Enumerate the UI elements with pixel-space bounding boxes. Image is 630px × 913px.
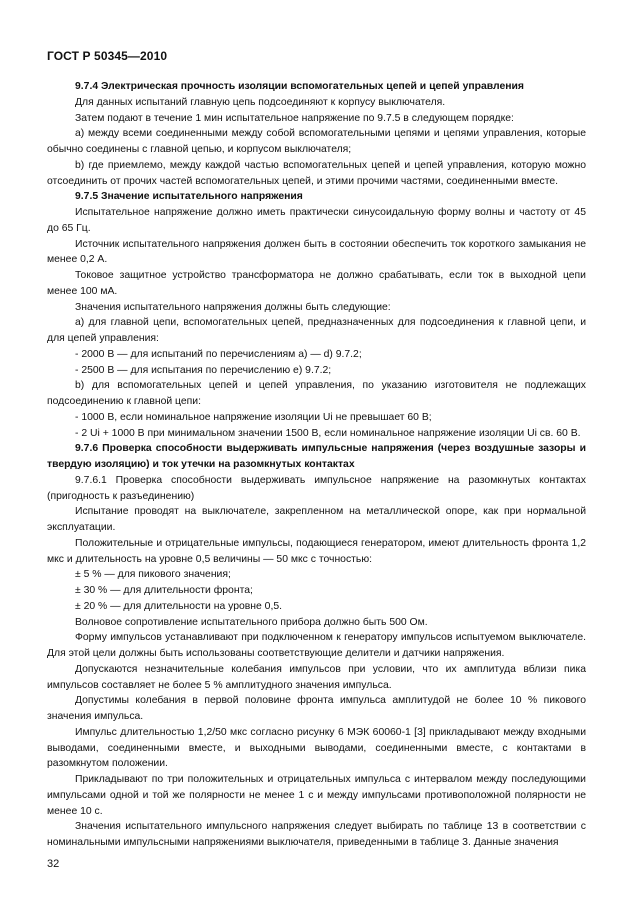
paragraph: Положительные и отрицательные импульсы, подающиеся генератором, имеют длительность фронта 1,2 мкс и длительность на уровне 0,5 величины — 50 мкс с точностью: xyxy=(47,537,586,565)
paragraph: Значения испытательного напряжения должны быть следующие: xyxy=(75,301,391,313)
paragraph: Испытательное напряжение должно иметь практически синусоидальную форму волны и частоту от 45 до 65 Гц. xyxy=(47,207,586,234)
paragraph: Форму импульсов устанавливают при подключенном к генератору импульсов испытуемом выключателе. Для этой цели должны быть использованы соответствующие делители и датчики напряжения. xyxy=(47,632,586,659)
paragraph: Источник испытательного напряжения должен быть в состоянии обеспечить ток короткого замыкания не менее 0,2 А. xyxy=(47,238,586,266)
list-item: b) для вспомогательных цепей и цепей управления, по указанию изготовителя не подлежащих подсоединению к главной цепи: xyxy=(47,380,586,407)
list-item: - 2500 В — для испытания по перечислению е) 9.7.2; xyxy=(75,364,332,376)
list-item: - 2 Ui + 1000 В при минимальном значении 1500 В, если номинальное напряжение изоляции Ui св. 60 В. xyxy=(75,427,581,439)
page-number: 32 xyxy=(47,858,60,870)
list-item: b) где приемлемо, между каждой частью вспомогательных цепей и цепей управления, которую можно отсоединить от прочих частей вспомогательных цепей, и этими прочими частями, соединенными вместе. xyxy=(47,159,586,187)
paragraph: Импульс длительностью 1,2/50 мкс согласно рисунку 6 МЭК 60060-1 [3] прикладывают между входными выводами, соединенными вместе, и выходными выводами, соединенными вместе, с контактами в разомкнутом положении. xyxy=(47,726,586,770)
paragraph: Значения испытательного импульсного напряжения следует выбирать по таблице 13 в соответствии с номинальными импульсными напряжениями выключателя, приведенными в таблице 3. Данные значения xyxy=(47,821,586,848)
section-heading-9-7-6: 9.7.6 Проверка способности выдерживать импульсные напряжения (через воздушные зазоры и твердую изоляцию) и ток утечки на разомкнутых контактах xyxy=(47,443,586,470)
paragraph: Прикладывают по три положительных и отрицательных импульса с интервалом между последующими импульсами одной и той же полярности не менее 1 с и между импульсами противоположной полярности не менее 10 с. xyxy=(47,774,586,817)
paragraph: Допустимы колебания в первой половине фронта импульса амплитудой не более 10 % пикового значения импульса. xyxy=(47,695,586,722)
list-item: ± 5 % — для пикового значения; xyxy=(75,569,231,581)
document-header: ГОСТ Р 50345—2010 xyxy=(47,49,168,63)
paragraph: Затем подают в течение 1 мин испытательное напряжение по 9.7.5 в следующем порядке: xyxy=(75,112,514,124)
list-item: а) для главной цепи, вспомогательных цепей, предназначенных для подсоединения к главной цепи, и для цепей управления: xyxy=(47,317,586,344)
list-item: ± 30 % — для длительности фронта; xyxy=(75,585,253,596)
paragraph: Волновое сопротивление испытательного прибора должно быть 500 Ом. xyxy=(75,616,428,628)
paragraph: Для данных испытаний главную цепь подсоединяют к корпусу выключателя. xyxy=(75,96,446,108)
document-body xyxy=(47,79,586,851)
list-item: - 2000 В — для испытаний по перечислениям a) — d) 9.7.2; xyxy=(75,348,362,360)
list-item: а) между всеми соединенными между собой вспомогательными цепями и цепями управления, которые обычно соединены с главной цепью, и корпусом выключателя; xyxy=(47,128,586,155)
list-item: ± 20 % — для длительности на уровне 0,5. xyxy=(75,600,283,612)
section-heading-9-7-4: 9.7.4 Электрическая прочность изоляции вспомогательных цепей и цепей управления xyxy=(75,81,524,92)
list-item: - 1000 В, если номинальное напряжение изоляции Ui не превышает 60 В; xyxy=(75,411,432,423)
paragraph: Испытание проводят на выключателе, закрепленном на металлической опоре, как при нормальной эксплуатации. xyxy=(47,506,586,533)
section-heading-9-7-5: 9.7.5 Значение испытательного напряжения xyxy=(75,191,303,203)
paragraph: Токовое защитное устройство трансформатора не должно срабатывать, если ток в выходной цепи менее 100 мА. xyxy=(47,270,586,297)
paragraph: 9.7.6.1 Проверка способности выдерживать импульсное напряжение на разомкнутых контактах (пригодность к разъединению) xyxy=(47,474,586,502)
paragraph: Допускаются незначительные колебания импульсов при условии, что их амплитуда вблизи пика импульсов составляет не более 5 % амплитудного значения импульса. xyxy=(47,663,586,691)
